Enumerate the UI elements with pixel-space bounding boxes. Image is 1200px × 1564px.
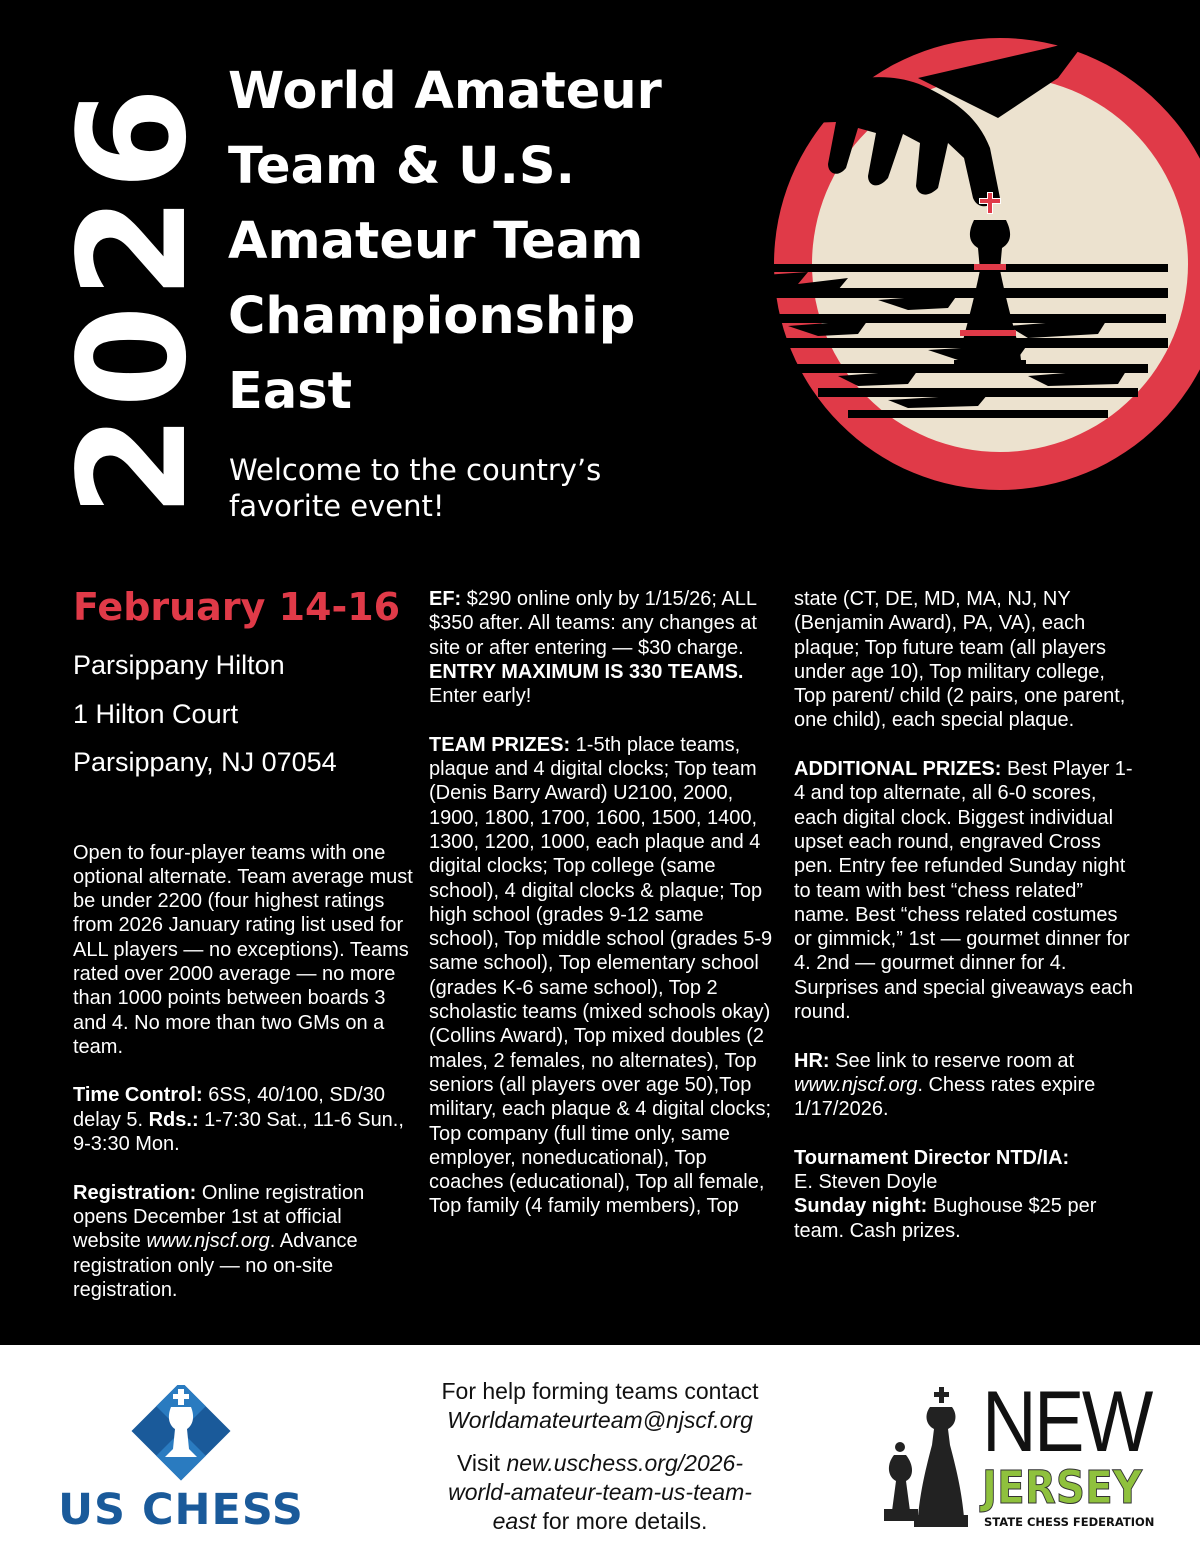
registration-text xyxy=(73,1181,413,1302)
visit-line xyxy=(380,1449,820,1478)
registration-link[interactable]: www.njscf.org xyxy=(146,1230,270,1253)
sunday-night-value: Bughouse $25 per team. Cash prizes. xyxy=(794,1195,1097,1242)
team-prizes-label: TEAM PRIZES: xyxy=(429,733,571,756)
contact-email[interactable] xyxy=(380,1406,820,1435)
additional-prizes-value: Best Player 1-4 and top alternate, all 6-0 scores, each digital clock. Biggest individual upset each round, engraved Cross pen. Entry fee refunded Sunday night to team with best “chess related” name. Best “chess related costumes or gimmick,” 1st — gourmet dinner for 4. 2nd — gourmet dinner for 4. Surprises and special giveaways each round. xyxy=(794,758,1134,1024)
us-chess-knight-logo-icon xyxy=(56,1385,306,1485)
venue-city: Parsippany, NJ 07054 xyxy=(73,747,337,777)
time-control-value: 6SS, 40/100, SD/30 delay 5. xyxy=(73,1084,385,1131)
event-date: February 14-16 xyxy=(73,585,401,629)
contact-email-link[interactable]: Worldamateurteam@njscf.org xyxy=(447,1407,753,1433)
sunday-night-label: Sunday night: xyxy=(794,1195,928,1218)
additional-prizes-text xyxy=(794,757,1139,1024)
venue-block xyxy=(73,641,413,787)
visit-url[interactable]: east xyxy=(492,1508,537,1534)
registration-value: . Advance registration only — no on-site registration. xyxy=(73,1230,358,1301)
visit-line xyxy=(380,1478,820,1507)
director-block xyxy=(794,1146,1139,1243)
hotel-link[interactable]: www.njscf.org xyxy=(794,1073,918,1096)
time-control-label: Time Control: xyxy=(73,1084,203,1107)
rounds-label: Rds.: xyxy=(148,1108,199,1131)
title-line: World Amateur xyxy=(228,62,662,121)
nj-logo-subtitle: STATE CHESS FEDERATION xyxy=(984,1515,1155,1529)
hotel-value: See link to reserve room at xyxy=(829,1049,1075,1072)
director-name: E. Steven Doyle xyxy=(794,1171,938,1194)
hand-king-illustration xyxy=(728,38,1200,510)
year-vertical xyxy=(47,64,220,534)
rounds-value: 1-7:30 Sat., 11-6 Sun., 9-3:30 Mon. xyxy=(73,1108,404,1156)
registration-value: Online registration opens December 1st at official website xyxy=(73,1181,365,1253)
entry-fee-label: EF: xyxy=(429,588,462,610)
event-title xyxy=(228,54,748,429)
column-middle xyxy=(429,587,779,1243)
nj-chess-pieces-icon xyxy=(880,1385,984,1535)
hotel-label: HR: xyxy=(794,1049,830,1072)
venue-name: Parsippany Hilton xyxy=(73,650,285,680)
nj-chess-logo xyxy=(880,1374,1155,1535)
nj-logo-jersey: JERSEY xyxy=(982,1461,1143,1514)
eligibility-text: Open to four-player teams with one optional alternate. Team average must be under 2200 (four highest ratings from 2026 January rating list used for ALL players — no exceptions). Teams rated over 2000 average — no more than 1000 points between boards 3 and 4. No more than two GMs on a team. xyxy=(73,841,413,1058)
hotel-value: . Chess rates expire 1/17/2026. xyxy=(794,1073,1096,1121)
team-prizes-text xyxy=(429,733,779,1219)
title-line: Team & U.S. xyxy=(228,137,576,196)
us-chess-name: US CHESS xyxy=(58,1485,304,1535)
us-chess-logo xyxy=(56,1385,306,1545)
title-line: East xyxy=(228,362,352,421)
entry-fee-text xyxy=(429,587,779,708)
nj-logo-new: NEW xyxy=(982,1374,1151,1470)
spacer xyxy=(380,1435,820,1449)
entry-max-notice: ENTRY MAXIMUM IS 330 TEAMS. xyxy=(429,660,744,683)
visit-url[interactable]: world-amateur-team-us-team- xyxy=(448,1479,752,1505)
entry-fee-value: $290 online only by 1/15/26; ALL $350 after. All teams: any changes at site or after entering — $30 charge. xyxy=(429,588,757,659)
footer xyxy=(0,1345,1200,1564)
column-right xyxy=(794,587,1139,1243)
contact-info xyxy=(380,1377,820,1536)
hotel-text xyxy=(794,1049,1139,1122)
additional-prizes-label: ADDITIONAL PRIZES: xyxy=(794,758,1002,781)
visit-prefix: Visit xyxy=(457,1450,507,1476)
welcome-line: Welcome to the country’s xyxy=(229,453,602,487)
title-line: Amateur Team xyxy=(228,212,644,271)
venue-address: 1 Hilton Court xyxy=(73,698,239,729)
entry-fee-tail: Enter early! xyxy=(429,685,532,708)
team-prizes-continued: state (CT, DE, MD, MA, NJ, NY (Benjamin Award), PA, VA), each plaque; Top future team (all players under age 10), Top military college, Top parent/ child (2 pairs, one parent, one child), each special plaque. xyxy=(794,588,1126,732)
contact-line: For help forming teams contact xyxy=(441,1378,759,1404)
welcome-text xyxy=(229,452,699,524)
welcome-line: favorite event! xyxy=(229,489,445,523)
time-control-text xyxy=(73,1083,413,1156)
registration-label: Registration: xyxy=(73,1181,197,1204)
team-prizes-value: 1-5th place teams, plaque and 4 digital clocks; Top team (Denis Barry Award) U2100, 2000, 1900, 1800, 1700, 1600, 1500, 1400, 1300, 1200, 1000, each plaque and 4 digital clocks; Top college (same school), 4 digital clocks & plaque; Top high school (grades 9-12 same school), Top middle school (grades 5-9 same school), Top elementary school (grades K-6 same school), Top 2 scholastic teams (mixed schools okay) (Collins Award), Top mixed doubles (2 males, 2 females, no alternates), Top seniors (all players over age 50),Top military, each plaque & 4 digital clocks; Top company (full time only, same employer, noneducational), Top coaches (educational), Top all female, Top family (4 family members), Top xyxy=(429,733,773,1218)
year-text: 2026 xyxy=(47,81,220,517)
visit-line xyxy=(380,1507,820,1536)
column-left xyxy=(73,585,413,1326)
title-line: Championship xyxy=(228,287,636,346)
director-label: Tournament Director NTD/IA: xyxy=(794,1146,1070,1169)
visit-url[interactable]: new.uschess.org/2026- xyxy=(506,1450,743,1476)
visit-suffix: for more details. xyxy=(536,1508,708,1534)
